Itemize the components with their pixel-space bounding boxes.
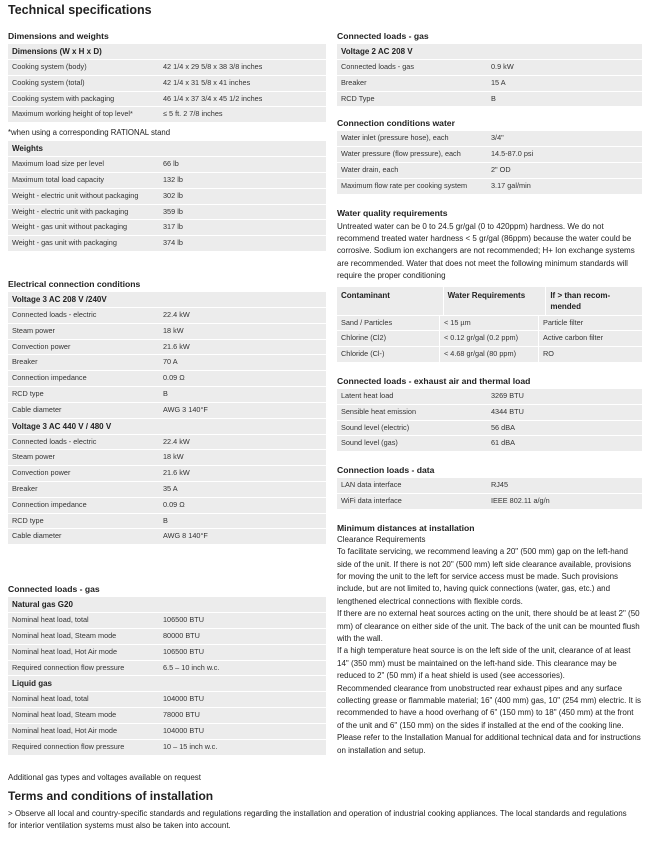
table-row	[337, 179, 642, 195]
row-label: LAN data interface	[341, 480, 402, 490]
cell: Chlorine (Cl2)	[341, 333, 387, 343]
table-row	[337, 494, 642, 510]
row-value: 18 kW	[163, 452, 184, 462]
row-value: 104000 BTU	[163, 725, 204, 735]
cell: < 4.68 gr/gal (80 ppm)	[439, 347, 538, 362]
section-title-water: Connection conditions water	[337, 118, 455, 129]
cell: Particle filter	[538, 316, 631, 331]
section-title-gas: Connected loads - gas	[8, 584, 100, 595]
row-label: Nominal heat load, Steam mode	[12, 710, 117, 720]
row-label: Connected loads - electric	[12, 436, 97, 446]
row-label: Cable diameter	[12, 404, 62, 414]
row-value: 66 lb	[163, 159, 179, 169]
table-row	[337, 478, 642, 494]
cell: Sand / Particles	[341, 317, 393, 327]
row-value: 42 1/4 x 31 5/8 x 41 inches	[163, 77, 251, 87]
header-contaminant: Contaminant	[341, 290, 390, 300]
clearance-paragraph: Recommended clearance from unobstructed rear exhaust pipes and any surface collecting grease or flammable material; 16" (400 mm) gas, 10" (254 mm) electric. It is recommended to have a hood overhang of 6" (150 mm) to 18" (450 mm) at the front of the unit and 6" (150 mm) on the sides if installed at the end of the cooking line. Please refer to the Installation Manual for additional technical data and for instructions on installation and setup.	[337, 683, 642, 755]
row-value: B	[163, 515, 168, 525]
row-label: RCD type	[12, 515, 44, 525]
row-value: 4344 BTU	[491, 406, 524, 416]
row-value: 104000 BTU	[163, 694, 204, 704]
table-row	[8, 92, 326, 108]
table-row	[8, 435, 326, 451]
table-row	[8, 324, 326, 340]
table-row	[8, 613, 326, 629]
row-value: IEEE 802.11 a/g/n	[491, 495, 550, 505]
dimensions-table	[8, 44, 326, 123]
table-row	[337, 76, 642, 92]
row-label: Convection power	[12, 468, 71, 478]
row-value: 3.17 gal/min	[491, 180, 531, 190]
table-row	[8, 498, 326, 514]
table-row	[337, 421, 642, 437]
subtitle-weights: Weights	[8, 141, 326, 157]
table-row	[8, 466, 326, 482]
row-label: Sound level (gas)	[341, 438, 398, 448]
table-row	[8, 189, 326, 205]
terms-text: > Observe all local and country-specific standards and regulations regarding the installation and operation of industrial cooking appliances. The local standards and regulations for interior ventilation systems must also be taken into account.	[8, 809, 627, 830]
row-value: 70 A	[163, 357, 178, 367]
row-label: Maximum flow rate per cooking system	[341, 180, 468, 190]
table-row	[8, 355, 326, 371]
table-row	[337, 60, 642, 76]
row-label: Water pressure (flow pressure), each	[341, 149, 461, 159]
row-label: Convection power	[12, 341, 71, 351]
row-label: Weight - gas unit without packaging	[12, 222, 128, 232]
page-title: Technical specifications	[8, 3, 152, 17]
table-row	[337, 163, 642, 179]
row-label: Sensible heat emission	[341, 406, 417, 416]
table-row	[337, 147, 642, 163]
contaminant-table	[337, 287, 642, 363]
table-row	[8, 387, 326, 403]
row-value: 3/4"	[491, 133, 504, 143]
row-value: 15 A	[491, 77, 506, 87]
row-label: Required connection flow pressure	[12, 662, 125, 672]
row-label: Cooking system (total)	[12, 77, 85, 87]
row-label: Steam power	[12, 452, 55, 462]
row-value: AWG 8 140°F	[163, 531, 208, 541]
clearance-subtitle: Clearance Requirements	[337, 534, 426, 544]
row-value: ≤ 5 ft. 2 7/8 inches	[163, 109, 223, 119]
terms-title: Terms and conditions of installation	[8, 789, 214, 803]
data-table	[337, 478, 642, 510]
row-value: 302 lb	[163, 190, 183, 200]
row-label: Breaker	[12, 483, 38, 493]
row-value: B	[491, 93, 496, 103]
table-row	[8, 692, 326, 708]
row-label: Steam power	[12, 325, 55, 335]
row-value: 359 lb	[163, 206, 183, 216]
row-value: 317 lb	[163, 222, 183, 232]
cell: Chloride (Cl-)	[341, 349, 385, 359]
row-value: 35 A	[163, 483, 178, 493]
table-row	[8, 482, 326, 498]
table-row	[8, 205, 326, 221]
table-row	[8, 529, 326, 545]
row-value: 106500 BTU	[163, 646, 204, 656]
subtitle-voltage-208: Voltage 3 AC 208 V /240V	[8, 292, 326, 308]
section-title-exhaust: Connected loads - exhaust air and thermal load	[337, 376, 531, 386]
row-label: RCD Type	[341, 93, 375, 103]
section-title-electrical: Electrical connection conditions	[8, 278, 141, 289]
terms-section	[8, 789, 638, 832]
table-row	[337, 331, 642, 347]
table-row	[8, 60, 326, 76]
row-value: 21.6 kW	[163, 341, 190, 351]
cell: RO	[538, 347, 631, 362]
gas-loads-table	[337, 44, 642, 107]
row-label: Latent heat load	[341, 391, 394, 400]
clearance-paragraph: If there are no external heat sources acting on the unit, there should be at least 2" (50 mm) of clearance on either side of the unit. The back of the unit can be mounted flush with the wall.	[337, 609, 640, 644]
table-row	[8, 107, 326, 123]
cell: Active carbon filter	[538, 331, 631, 346]
table-row	[8, 629, 326, 645]
row-label: Connection impedance	[12, 373, 87, 383]
row-value: 132 lb	[163, 174, 183, 184]
section-title-water-quality: Water quality requirements	[337, 207, 448, 218]
row-label: RCD type	[12, 388, 44, 398]
row-value: 6.5 – 10 inch w.c.	[163, 662, 220, 672]
table-row	[8, 661, 326, 677]
row-label: Connected loads - gas	[341, 62, 415, 71]
row-value: 10 – 15 inch w.c.	[163, 741, 218, 751]
table-row	[8, 740, 326, 756]
table-row	[337, 347, 642, 363]
row-label: Required connection flow pressure	[12, 741, 125, 751]
electrical-table	[8, 292, 326, 545]
row-value: 106500 BTU	[163, 615, 204, 625]
exhaust-table	[337, 389, 642, 452]
row-label: Weight - gas unit with packaging	[12, 238, 117, 248]
row-value: 42 1/4 x 29 5/8 x 38 3/8 inches	[163, 62, 263, 71]
row-value: 3269 BTU	[491, 391, 524, 400]
row-label: Weight - electric unit without packaging	[12, 190, 139, 200]
row-label: Maximum load size per level	[12, 159, 105, 169]
subtitle-voltage-2ac: Voltage 2 AC 208 V	[337, 44, 642, 60]
table-row	[337, 405, 642, 421]
clearance-paragraph: If a high temperature heat source is on the left side of the unit, clearance of at least 14" (350 mm) must be maintained on the left-hand side. This clearance may be reduced to 2" (50 mm) if a heat shield is used (see accessories).	[337, 646, 631, 681]
row-label: Cooking system (body)	[12, 62, 87, 71]
row-value: RJ45	[491, 480, 509, 490]
row-value: 78000 BTU	[163, 710, 200, 720]
row-value: 18 kW	[163, 325, 184, 335]
section-title-dimensions: Dimensions and weights	[8, 31, 109, 41]
row-label: Nominal heat load, total	[12, 694, 89, 704]
row-value: 61 dBA	[491, 438, 515, 448]
cell: < 0.12 gr/gal (0.2 ppm)	[439, 331, 538, 346]
header-water-requirements: Water Requirements	[443, 287, 546, 315]
row-label: Nominal heat load, total	[12, 615, 89, 625]
table-row	[8, 76, 326, 92]
table-row	[337, 316, 642, 332]
row-value: 14.5-87.0 psi	[491, 149, 534, 159]
subtitle-liquid-gas: Liquid gas	[8, 676, 326, 692]
row-value: 0.09 Ω	[163, 499, 185, 509]
row-value: 374 lb	[163, 238, 183, 248]
subtitle-natural-gas: Natural gas G20	[8, 597, 326, 613]
table-row	[8, 220, 326, 236]
table-row	[8, 708, 326, 724]
table-row	[8, 371, 326, 387]
row-value: 22.4 kW	[163, 436, 190, 446]
table-row	[8, 724, 326, 740]
row-value: B	[163, 388, 168, 398]
row-label: Nominal heat load, Hot Air mode	[12, 646, 118, 656]
row-value: 21.6 kW	[163, 468, 190, 478]
footnote: *when using a corresponding RATIONAL stand	[8, 128, 171, 138]
row-label: Maximum working height of top level*	[12, 109, 133, 119]
row-label: Nominal heat load, Steam mode	[12, 630, 117, 640]
table-row	[337, 92, 642, 108]
table-row	[8, 340, 326, 356]
row-label: Connection impedance	[12, 499, 87, 509]
row-value: 0.9 kW	[491, 62, 514, 71]
row-label: Cable diameter	[12, 531, 62, 541]
row-value: 0.09 Ω	[163, 373, 185, 383]
gas-table	[8, 597, 326, 755]
row-value: 56 dBA	[491, 422, 515, 432]
contaminant-table-header	[337, 287, 642, 316]
water-quality-text: Untreated water can be 0 to 24.5 gr/gal (0 to 420ppm) hardness. We do not recommend treated water hardness < 5 gr/gal (86ppm) because the water could be corrosive. Sodium ion exchangers are not recommended; H+ Ion exchange systems are recommended. Water that does not meet the following minimum standards will require the proper conditioning	[337, 221, 635, 281]
row-value: 46 1/4 x 37 3/4 x 45 1/2 inches	[163, 93, 263, 103]
row-label: Weight - electric unit with packaging	[12, 206, 129, 216]
header-if-greater: If > than recom-mended	[545, 287, 642, 315]
row-value: 22.4 kW	[163, 309, 190, 319]
table-row	[337, 389, 642, 405]
row-label: Maximum total load capacity	[12, 174, 105, 184]
table-row	[8, 403, 326, 419]
section-title-gas-loads: Connected loads - gas	[337, 31, 429, 41]
cell: < 15 µm	[439, 316, 538, 331]
table-row	[8, 157, 326, 173]
section-title-data: Connection loads - data	[337, 465, 435, 476]
water-table	[337, 131, 642, 194]
row-label: Water drain, each	[341, 164, 399, 174]
row-label: Nominal heat load, Hot Air mode	[12, 725, 118, 735]
row-label: Breaker	[12, 357, 38, 367]
section-title-distances: Minimum distances at installation	[337, 522, 475, 533]
right-column	[337, 30, 642, 757]
subtitle-voltage-440: Voltage 3 AC 440 V / 480 V	[8, 419, 326, 435]
table-row	[8, 173, 326, 189]
left-column	[8, 30, 326, 784]
table-row	[8, 450, 326, 466]
subtitle-dimensions: Dimensions (W x H x D)	[8, 44, 326, 60]
table-row	[337, 436, 642, 452]
table-row	[337, 131, 642, 147]
row-label: Breaker	[341, 77, 367, 87]
row-value: 2" OD	[491, 164, 511, 174]
table-row	[8, 645, 326, 661]
row-label: Sound level (electric)	[341, 422, 410, 432]
row-label: Water inlet (pressure hose), each	[341, 133, 449, 143]
table-row	[8, 308, 326, 324]
row-label: WiFi data interface	[341, 495, 402, 505]
table-row	[8, 514, 326, 530]
row-value: 80000 BTU	[163, 630, 200, 640]
row-value: AWG 3 140°F	[163, 404, 208, 414]
row-label: Cooking system with packaging	[12, 93, 115, 103]
clearance-paragraph: To facilitate servicing, we recommend leaving a 20" (500 mm) gap on the left-hand side of the unit. If there is not 20" (500 mm) left side clearance available, provisions for moving the unit to the left for service access must be made. Such provisions include, but are not limited to, having quick connections (water, gas, etc.) and lengthened electrical connections with flexible cords.	[337, 547, 632, 606]
gas-note: Additional gas types and voltages available on request	[8, 772, 202, 782]
weights-table	[8, 141, 326, 252]
row-label: Connected loads - electric	[12, 309, 97, 319]
table-row	[8, 236, 326, 252]
